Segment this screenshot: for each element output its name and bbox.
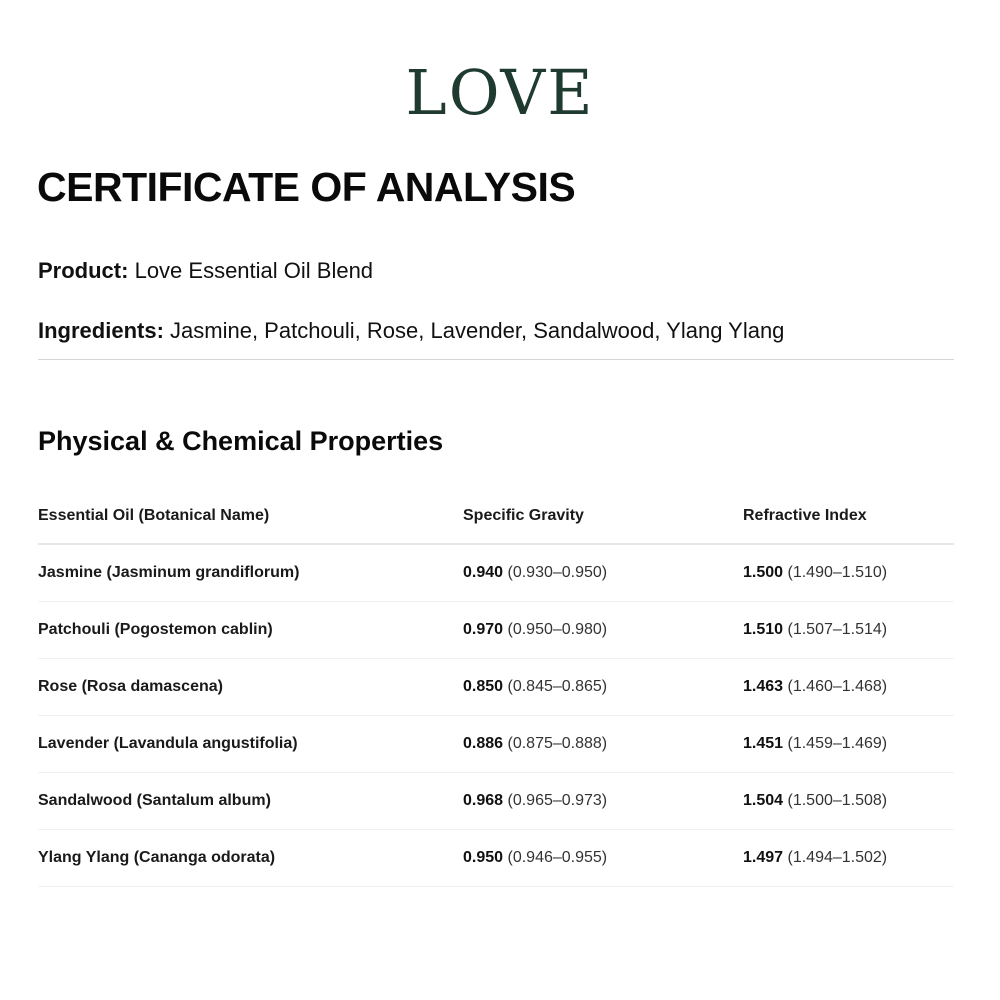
specific-gravity-range: (0.845–0.865)	[507, 678, 608, 695]
refractive-index-value: 1.497	[743, 849, 784, 866]
oil-name: Sandalwood (Santalum album)	[38, 792, 271, 809]
table-row	[38, 545, 954, 602]
specific-gravity-value: 0.970	[463, 621, 504, 638]
header-essential-oil: Essential Oil (Botanical Name)	[38, 507, 270, 524]
refractive-index-cell	[743, 773, 887, 829]
refractive-index-value: 1.463	[743, 678, 784, 695]
table-row	[38, 830, 954, 887]
product-label: Product:	[38, 258, 129, 283]
specific-gravity-cell	[463, 830, 607, 886]
specific-gravity-range: (0.930–0.950)	[507, 564, 608, 581]
oil-name: Patchouli (Pogostemon cablin)	[38, 621, 273, 638]
table-row	[38, 773, 954, 830]
refractive-index-value: 1.500	[743, 564, 784, 581]
specific-gravity-value: 0.968	[463, 792, 504, 809]
table-row	[38, 716, 954, 773]
specific-gravity-cell	[463, 773, 607, 829]
specific-gravity-range: (0.875–0.888)	[507, 735, 608, 752]
oil-name: Lavender (Lavandula angustifolia)	[38, 735, 298, 752]
oil-name: Jasmine (Jasminum grandiflorum)	[38, 564, 300, 581]
ingredients-label: Ingredients:	[38, 318, 164, 343]
refractive-index-cell	[743, 830, 887, 886]
properties-table	[38, 488, 954, 887]
specific-gravity-range: (0.950–0.980)	[507, 621, 608, 638]
refractive-index-cell	[743, 602, 887, 658]
oil-name: Rose (Rosa damascena)	[38, 678, 223, 695]
document-title: CERTIFICATE OF ANALYSIS	[37, 164, 576, 210]
specific-gravity-range: (0.946–0.955)	[507, 849, 608, 866]
specific-gravity-value: 0.850	[463, 678, 504, 695]
ingredients-value: Jasmine, Patchouli, Rose, Lavender, Sandalwood, Ylang Ylang	[170, 318, 785, 343]
refractive-index-value: 1.504	[743, 792, 784, 809]
specific-gravity-cell	[463, 716, 607, 772]
oil-name: Ylang Ylang (Cananga odorata)	[38, 849, 276, 866]
table-header-row	[38, 488, 954, 545]
specific-gravity-cell	[463, 659, 607, 715]
product-line	[38, 257, 373, 285]
brand-logo: LOVE	[405, 56, 595, 129]
refractive-index-range: (1.507–1.514)	[787, 621, 888, 638]
refractive-index-cell	[743, 545, 887, 601]
refractive-index-value: 1.451	[743, 735, 784, 752]
specific-gravity-cell	[463, 545, 607, 601]
specific-gravity-range: (0.965–0.973)	[507, 792, 608, 809]
header-refractive-index: Refractive Index	[743, 507, 867, 524]
refractive-index-value: 1.510	[743, 621, 784, 638]
specific-gravity-value: 0.950	[463, 849, 504, 866]
specific-gravity-value: 0.886	[463, 735, 504, 752]
refractive-index-cell	[743, 659, 887, 715]
refractive-index-cell	[743, 716, 887, 772]
refractive-index-range: (1.459–1.469)	[787, 735, 888, 752]
ingredients-line	[38, 317, 784, 345]
section-title: Physical & Chemical Properties	[38, 426, 444, 456]
section-divider	[38, 359, 954, 360]
refractive-index-range: (1.460–1.468)	[787, 678, 888, 695]
refractive-index-range: (1.500–1.508)	[787, 792, 888, 809]
table-row	[38, 602, 954, 659]
product-value: Love Essential Oil Blend	[134, 258, 374, 283]
refractive-index-range: (1.494–1.502)	[787, 849, 888, 866]
specific-gravity-value: 0.940	[463, 564, 504, 581]
table-row	[38, 659, 954, 716]
header-specific-gravity: Specific Gravity	[463, 507, 584, 524]
specific-gravity-cell	[463, 602, 607, 658]
refractive-index-range: (1.490–1.510)	[787, 564, 888, 581]
